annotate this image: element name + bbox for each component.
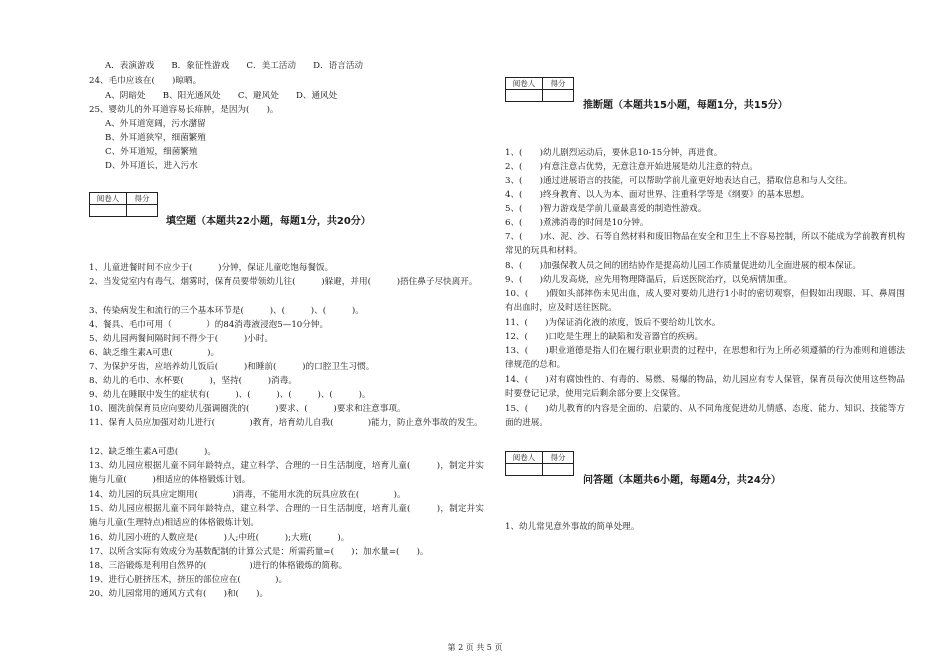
- choice-25-c: C、外耳道短，细菌繁殖: [105, 147, 198, 157]
- fill-question-16: 16、幼儿园小班的人数应是( )人;中班( );大班( )。: [89, 533, 350, 543]
- fill-question-18: 18、三浴锻炼是利用自然界的( )进行的体格锻炼的简称。: [89, 561, 348, 571]
- score-box-grader-label: 阅卷人: [506, 78, 543, 90]
- judge-question-9: 9、( )幼儿发高烧，应先用物理降温后，后送医院治疗，以免病情加重。: [505, 275, 793, 285]
- score-box-grader-cell: [506, 464, 543, 476]
- fill-question-13: 13、幼儿园应根据儿童不同年龄特点，建立科学、合理的一日生活制度，培育儿童( )，制定并实施与儿童( )相适应的体格锻炼计划。: [89, 461, 484, 485]
- fill-question-3: 3、传染病发生和流行的三个基本环节是( )、( )、( )。: [89, 306, 364, 316]
- qa-question-1: 1、幼儿常见意外事故的简单处理。: [505, 522, 640, 532]
- score-box-judge: [505, 77, 574, 102]
- score-box-grader-cell: [90, 205, 127, 217]
- judge-question-5: 5、( )智力游戏是学前儿童最喜爱的制造性游戏。: [505, 204, 707, 214]
- question-24: 24、毛巾应该在( )晾晒。: [89, 76, 202, 86]
- fill-question-8: 8、幼儿的毛巾、水杯要( )，坚持( )消毒。: [89, 376, 297, 386]
- score-box-grader-label: 阅卷人: [506, 452, 543, 464]
- judge-question-11: 11、( )为保证消化液的浓度，饭后不要给幼儿饮水。: [505, 318, 721, 328]
- score-box-score-label: 得分: [127, 193, 158, 205]
- score-box-qa: [505, 451, 574, 476]
- judge-question-10: 10、( )假如头部摔伤未见出血，成人要对要幼儿进行1小时的密切观察，但假如出现眼、耳、鼻周围有出血时，应及时送往医院。: [505, 289, 905, 313]
- judge-question-4: 4、( )终身教育、以人为本、面对世界、注重科学等是《纲要》的基本思想。: [505, 190, 810, 200]
- score-box-score-cell: [543, 464, 574, 476]
- judge-question-6: 6、( )煮沸消毒的时间是10分钟。: [505, 218, 649, 228]
- choice-options-24: A、阴暗处 B、阳光通风处 C、避风处 D、通风处: [105, 91, 338, 101]
- fill-question-17: 17、以所含实际有效成分为基数配制的计算公式是：所需药量=( )；加水量=( )。: [89, 547, 429, 557]
- choice-options-23: A．表演游戏 B．象征性游戏 C．美工活动 D．语言活动: [105, 61, 364, 71]
- fill-question-15: 15、幼儿园应根据儿童不同年龄特点，建立科学、合理的一日生活制度，培育儿童( )，制定并实施与儿童(生理特点)相适应的体格锻炼计划。: [89, 504, 484, 528]
- score-box-grader-label: 阅卷人: [90, 193, 127, 205]
- fill-question-9: 9、幼儿在睡眠中发生的症状有( )、( )、( )、( )。: [89, 390, 371, 400]
- fill-question-5: 5、幼儿园两餐间隔时间不得少于( )小时。: [89, 334, 274, 344]
- score-box-fill: [89, 192, 158, 217]
- fill-section-title: 填空题（本题共22小题，每题1分，共20分）: [166, 216, 371, 227]
- choice-25-a: A、外耳道宽阔，污水潴留: [105, 119, 206, 129]
- judge-question-2: 2、( )有意注意占优势，无意注意开始进展是幼儿注意的特点。: [505, 162, 758, 172]
- score-box-grader-cell: [506, 90, 543, 102]
- judge-section-title: 推断题（本题共15小题，每题1分，共15分）: [583, 100, 788, 111]
- choice-25-b: B、外耳道狭窄，细菌繁殖: [105, 133, 206, 143]
- choice-25-d: D、外耳道长，进入污水: [105, 161, 198, 171]
- judge-question-1: 1、( )幼儿剧烈运动后，要休息10-15分钟，再进食。: [505, 148, 723, 158]
- fill-question-6: 6、缺乏维生素A可患( )。: [89, 348, 220, 358]
- fill-question-12: 12、缺乏维生素A可患( )。: [89, 447, 216, 457]
- qa-section-title: 问答题（本题共6小题，每题4分，共24分）: [583, 475, 781, 486]
- judge-question-7: 7、( )水、泥、沙、石等自然材料和废旧物品在安全和卫生上不容易控制，所以不能成为学前教育机构常见的玩具和材料。: [505, 232, 905, 256]
- fill-question-7: 7、为保护牙齿，应培养幼儿饭后( )和睡前( )的口腔卫生习惯。: [89, 362, 375, 372]
- score-box-score-cell: [127, 205, 158, 217]
- fill-question-19: 19、进行心脏挤压术，挤压的部位应在( )。: [89, 575, 288, 585]
- score-box-score-cell: [543, 90, 574, 102]
- fill-question-2: 2、当发觉室内有毒气、烟雾时，保育员要带领幼儿往( )躲避，并用( )捂住鼻子尽快离开。: [89, 277, 478, 287]
- question-25: 25、婴幼儿的外耳道容易长痱肿，是因为( )。: [89, 105, 279, 115]
- judge-question-3: 3、( )通过进展语言的技能，可以帮助学前儿童更好地表达自己，猎取信息和与人交往。: [505, 176, 853, 186]
- fill-question-10: 10、圈洗前保育员应向要幼儿强调圈洗的( )要求、( )要求和注意事项。: [89, 404, 406, 414]
- judge-question-12: 12、( )口吃是生理上的缺陷和发音器官的疾病。: [505, 332, 704, 342]
- fill-question-20: 20、幼儿园常用的通风方式有( )和( )。: [89, 589, 269, 599]
- judge-question-14: 14、( )对有腐蚀性的、有毒的、易燃、易爆的物品，幼儿园应有专人保管，保育员每次使用这些物品时要登记记录，使用完后剩余部分要上交保管。: [505, 375, 905, 399]
- page-footer: 第 2 页 共 5 页: [447, 643, 503, 652]
- fill-question-11: 11、保育人员应加强对幼儿进行( )教育，培育幼儿自我( )能力，防止意外事故的发生。: [89, 418, 483, 428]
- judge-question-15: 15、( )幼儿教育的内容是全面的、启蒙的、从不同角度促进幼儿情感、态度、能力、知识、技能等方面的进展。: [505, 404, 905, 428]
- fill-question-1: 1、儿童进餐时间不应少于( )分钟，保证儿童吃饱每餐饭。: [89, 263, 334, 273]
- fill-question-14: 14、幼儿园的玩具应定期用( )消毒，不能用水洗的玩具应放在( )。: [89, 490, 406, 500]
- score-box-score-label: 得分: [543, 78, 574, 90]
- score-box-score-label: 得分: [543, 452, 574, 464]
- judge-question-8: 8、( )加强保教人员之间的团结协作是提高幼儿园工作质量促进幼儿全面进展的根本保证。: [505, 261, 861, 271]
- judge-question-13: 13、( )职业道德是指人们在履行职业职责的过程中，在思想和行为上所必须遵循的行为准则和道德法律规范的总和。: [505, 346, 905, 370]
- fill-question-4: 4、餐具、毛巾可用（ ）的84消毒液浸泡5—10分钟。: [89, 320, 329, 330]
